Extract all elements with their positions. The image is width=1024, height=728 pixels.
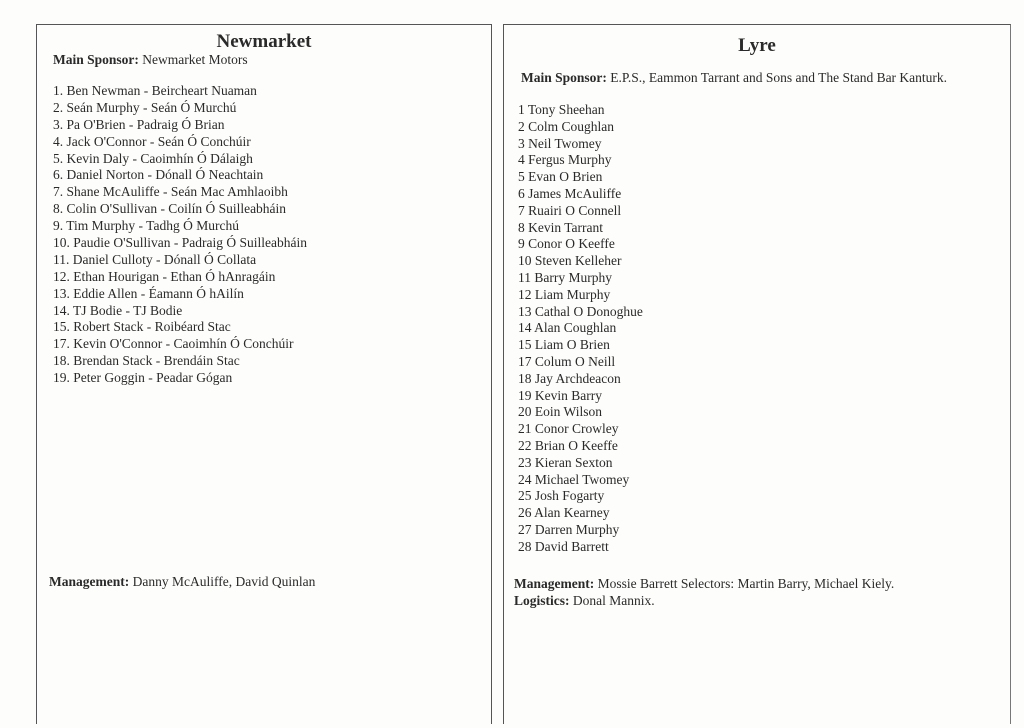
player-list-item: 15 Liam O Brien bbox=[518, 337, 610, 353]
player-list-item: 21 Conor Crowley bbox=[518, 421, 619, 437]
newmarket-sponsor-line bbox=[53, 52, 248, 68]
lyre-management: Mossie Barrett Selectors: Martin Barry, Michael Kiely. bbox=[597, 576, 895, 591]
logistics-label: Logistics: bbox=[514, 593, 570, 608]
sponsor-label: Main Sponsor: bbox=[521, 70, 607, 85]
player-list-item: 13 Cathal O Donoghue bbox=[518, 303, 643, 319]
sponsor-label: Main Sponsor: bbox=[53, 52, 139, 67]
lyre-management-block bbox=[514, 575, 894, 609]
player-list-item: 20 Eoin Wilson bbox=[518, 404, 602, 420]
player-list-item: 1. Ben Newman - Beircheart Nuaman bbox=[53, 83, 257, 98]
lyre-logistics: Donal Mannix. bbox=[572, 593, 655, 608]
player-list-item: 9 Conor O Keeffe bbox=[518, 236, 615, 252]
player-list-item: 11. Daniel Culloty - Dónall Ó Collata bbox=[53, 251, 257, 267]
newmarket-title: Newmarket bbox=[216, 31, 312, 52]
player-list-item: 15. Robert Stack - Roibéard Stac bbox=[53, 319, 231, 335]
player-list-item: 10. Paudie O'Sullivan - Padraig Ó Suilleabháin bbox=[53, 235, 308, 251]
newmarket-management: Danny McAuliffe, David Quinlan bbox=[132, 574, 316, 589]
player-list-item: 17 Colum O Neill bbox=[518, 353, 616, 369]
player-list-item: 4. Jack O'Connor - Seán Ó Conchúir bbox=[53, 133, 251, 149]
player-list-item: 6 James McAuliffe bbox=[518, 185, 622, 201]
player-list-item: 8. Colin O'Sullivan - Coilín Ó Suilleabháin bbox=[53, 201, 287, 217]
lyre-roster bbox=[518, 102, 643, 556]
player-list-item: 9. Tim Murphy - Tadhg Ó Murchú bbox=[53, 218, 239, 234]
player-list-item: 27 Darren Murphy bbox=[518, 521, 620, 537]
player-list-item: 3 Neil Twomey bbox=[518, 135, 602, 151]
newmarket-management-line bbox=[49, 573, 315, 590]
player-list-item: 14. TJ Bodie - TJ Bodie bbox=[53, 302, 183, 318]
player-list-item: 18. Brendan Stack - Brendáin Stac bbox=[53, 353, 240, 369]
player-list-item: 3. Pa O'Brien - Padraig Ó Brian bbox=[53, 116, 225, 132]
player-list-item: 12. Ethan Hourigan - Ethan Ó hAnragáin bbox=[53, 268, 276, 284]
lyre-panel bbox=[503, 24, 1011, 724]
newmarket-panel bbox=[36, 24, 492, 724]
lyre-logistics-line bbox=[514, 592, 894, 609]
player-list-item: 11 Barry Murphy bbox=[518, 269, 612, 285]
player-list-item: 10 Steven Kelleher bbox=[518, 253, 622, 269]
management-label: Management: bbox=[514, 576, 595, 591]
player-list-item: 19. Peter Goggin - Peadar Gógan bbox=[53, 370, 233, 386]
lyre-sponsor: E.P.S., Eammon Tarrant and Sons and The Stand Bar Kanturk. bbox=[610, 70, 948, 85]
player-list-item: 13. Eddie Allen - Éamann Ó hAilín bbox=[53, 285, 244, 301]
lyre-title: Lyre bbox=[738, 35, 776, 56]
management-label: Management: bbox=[49, 574, 130, 589]
newmarket-roster bbox=[53, 83, 307, 387]
player-list-item: 4 Fergus Murphy bbox=[518, 152, 612, 168]
lyre-sponsor-line bbox=[521, 70, 947, 86]
newmarket-sponsor: Newmarket Motors bbox=[142, 52, 248, 67]
player-list-item: 22 Brian O Keeffe bbox=[518, 437, 618, 453]
player-list-item: 1 Tony Sheehan bbox=[518, 102, 605, 117]
player-list-item: 6. Daniel Norton - Dónall Ó Neachtain bbox=[53, 167, 264, 183]
player-list-item: 26 Alan Kearney bbox=[518, 505, 610, 521]
player-list-item: 5. Kevin Daly - Caoimhín Ó Dálaigh bbox=[53, 150, 253, 166]
player-list-item: 7. Shane McAuliffe - Seán Mac Amhlaoibh bbox=[53, 184, 288, 200]
player-list-item: 7 Ruairi O Connell bbox=[518, 202, 622, 218]
player-list-item: 5 Evan O Brien bbox=[518, 169, 603, 185]
player-list-item: 28 David Barrett bbox=[518, 538, 609, 554]
player-list-item: 8 Kevin Tarrant bbox=[518, 219, 604, 235]
player-list-item: 12 Liam Murphy bbox=[518, 286, 611, 302]
player-list-item: 19 Kevin Barry bbox=[518, 387, 602, 403]
player-list-item: 2. Seán Murphy - Seán Ó Murchú bbox=[53, 99, 237, 115]
player-list-item: 24 Michael Twomey bbox=[518, 471, 630, 487]
player-list-item: 14 Alan Coughlan bbox=[518, 320, 617, 336]
player-list-item: 17. Kevin O'Connor - Caoimhín Ó Conchúir bbox=[53, 336, 294, 352]
player-list-item: 2 Colm Coughlan bbox=[518, 118, 615, 134]
lyre-management-line bbox=[514, 575, 894, 592]
player-list-item: 18 Jay Archdeacon bbox=[518, 370, 621, 386]
player-list-item: 25 Josh Fogarty bbox=[518, 488, 605, 504]
player-list-item: 23 Kieran Sexton bbox=[518, 454, 613, 470]
